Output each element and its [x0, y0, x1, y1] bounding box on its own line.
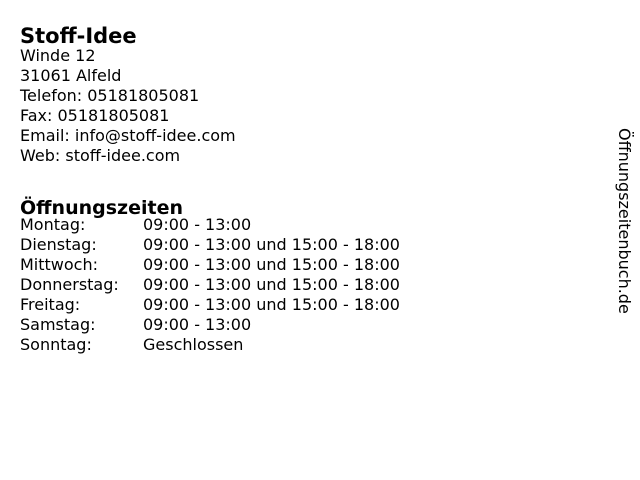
hours-row-sunday: [20, 335, 400, 355]
address-street: Winde 12: [20, 46, 96, 65]
time-value: 09:00 - 13:00: [143, 315, 252, 334]
time-value: 09:00 - 13:00 und 15:00 - 18:00: [143, 255, 400, 274]
hours-row-thursday: [20, 275, 400, 295]
time-value: Geschlossen: [143, 335, 244, 354]
address-city: 31061 Alfeld: [20, 66, 122, 85]
contact-fax: Fax: 05181805081: [20, 106, 170, 125]
opening-hours-table: [20, 215, 400, 355]
hours-row-monday: [20, 215, 400, 235]
day-label: Dienstag:: [20, 235, 97, 254]
time-value: 09:00 - 13:00 und 15:00 - 18:00: [143, 275, 400, 294]
time-value: 09:00 - 13:00 und 15:00 - 18:00: [143, 235, 400, 254]
day-label: Freitag:: [20, 295, 81, 314]
day-label: Mittwoch:: [20, 255, 98, 274]
oeffnungszeitenbuch-watermark: Öffnungszeitenbuch.de: [615, 128, 634, 314]
contact-email: Email: info@stoff-idee.com: [20, 126, 236, 145]
hours-row-tuesday: [20, 235, 400, 255]
hours-row-wednesday: [20, 255, 400, 275]
contact-phone: Telefon: 05181805081: [20, 86, 200, 105]
day-label: Donnerstag:: [20, 275, 119, 294]
contact-block: [20, 46, 236, 166]
opening-hours-heading: Öffnungszeiten: [20, 196, 183, 219]
time-value: 09:00 - 13:00: [143, 215, 252, 234]
day-label: Samstag:: [20, 315, 96, 334]
day-label: Montag:: [20, 215, 86, 234]
hours-row-saturday: [20, 315, 400, 335]
time-value: 09:00 - 13:00 und 15:00 - 18:00: [143, 295, 400, 314]
hours-row-friday: [20, 295, 400, 315]
day-label: Sonntag:: [20, 335, 92, 354]
page-title: Stoff-Idee: [20, 24, 137, 49]
contact-website: Web: stoff-idee.com: [20, 146, 181, 165]
